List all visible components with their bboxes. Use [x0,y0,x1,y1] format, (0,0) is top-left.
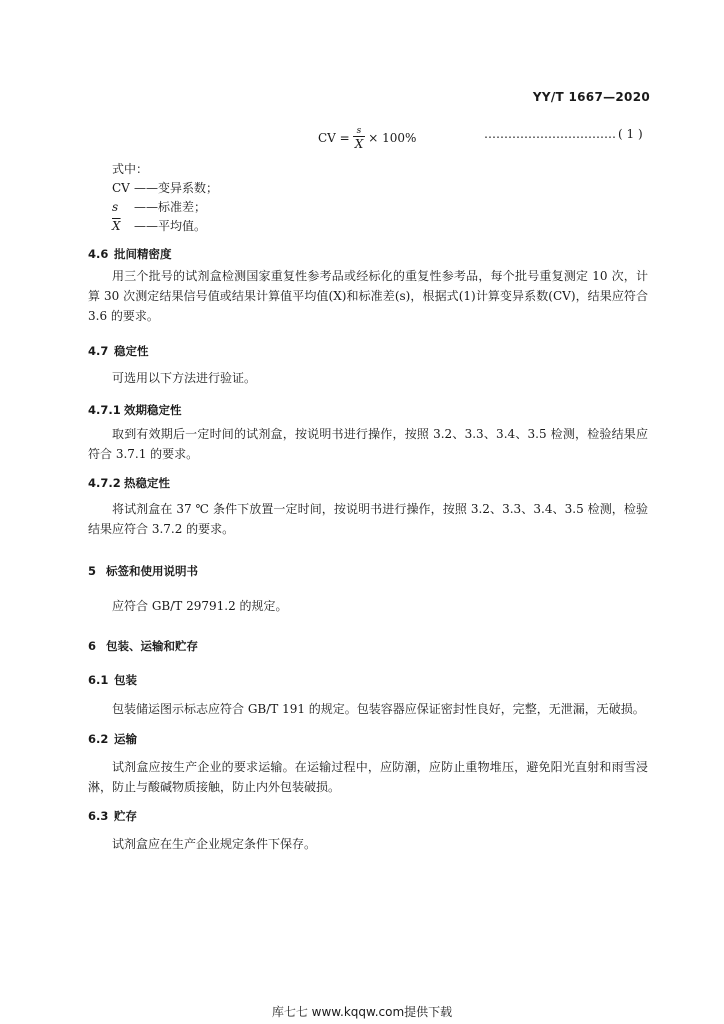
definition-item [112,198,218,217]
section-title: 包装 [114,673,137,687]
section-number: 6 [88,639,97,653]
section-heading [88,402,182,418]
section-number: 4.7 [88,344,109,358]
formula-denominator: X [354,136,364,151]
definition-symbol: $\overline{X}$ [112,219,121,233]
section-heading [88,731,137,747]
section-title: 效期稳定性 [124,403,182,417]
definition-text: ——平均值。 [134,219,207,233]
definition-item [112,217,218,236]
formula-leader [484,127,643,141]
formula-leader-dots: …………………………… [484,127,616,141]
definitions-block [112,160,218,236]
section-title: 批间精密度 [114,247,172,261]
definition-text: ——变异系数； [134,181,219,195]
download-footer: 库七七 www.kqqw.com提供下载 [271,1005,453,1019]
section-title: 稳定性 [114,344,149,358]
formula-rhs: × 100% [368,131,417,145]
section-body: 取到有效期后一定时间的试剂盒，按说明书进行操作，按照 3.2、3.3、3.4、3.5 检测，检验结果应符合 3.7.1 的要求。 [88,427,648,461]
section-title: 贮存 [114,809,137,823]
cv-formula [318,118,416,158]
section-body: 试剂盒应在生产企业规定条件下保存。 [112,837,317,851]
section-body: 应符合 GB/T 29791.2 的规定。 [112,599,288,613]
definition-symbol: s [112,200,119,214]
section-heading [88,563,198,579]
standard-number: YY/T 1667—2020 [532,90,650,104]
section-number: 5 [88,564,97,578]
section-heading [88,808,137,824]
section-heading [88,475,170,491]
formula-fraction [353,126,366,151]
formula-lhs: CV = [318,131,350,145]
definition-item [112,179,218,198]
section-title: 包装、运输和贮存 [106,639,198,653]
section-heading [88,638,198,654]
section-heading [88,343,149,359]
section-body: 将试剂盒在 37 ℃ 条件下放置一定时间，按说明书进行操作，按照 3.2、3.3、3.4、3.5 检测，检验结果应符合 3.7.2 的要求。 [88,502,648,536]
section-number: 4.6 [88,247,109,261]
definition-text: ——标准差； [134,200,207,214]
definition-symbol: CV [112,181,130,195]
section-heading [88,672,137,688]
section-body: 可选用以下方法进行验证。 [112,371,257,385]
definitions-intro: 式中： [112,162,149,176]
section-number: 4.7.2 [88,476,121,490]
section-title: 热稳定性 [124,476,170,490]
section-title: 标签和使用说明书 [106,564,198,578]
section-body: 包装储运图示标志应符合 GB/T 191 的规定。包装容器应保证密封性良好，完整，无泄漏，无破损。 [112,702,645,716]
section-heading [88,246,172,262]
equation-number: ( 1 ) [618,127,643,141]
section-body: 用三个批号的试剂盒检测国家重复性参考品或经标化的重复性参考品，每个批号重复测定 10 次，计算 30 次测定结果信号值或结果计算值平均值(X)和标准差(s)，根据式(1)计算变异系数(CV)，结果应符合 3.6 的要求。 [88,269,648,323]
section-number: 4.7.1 [88,403,121,417]
section-title: 运输 [114,732,137,746]
section-number: 6.3 [88,809,109,823]
section-number: 6.1 [88,673,109,687]
section-number: 6.2 [88,732,109,746]
formula-numerator: s [356,125,362,136]
section-body: 试剂盒应按生产企业的要求运输。在运输过程中，应防潮，应防止重物堆压，避免阳光直射和雨雪浸淋，防止与酸碱物质接触，防止内外包装破损。 [88,760,648,794]
